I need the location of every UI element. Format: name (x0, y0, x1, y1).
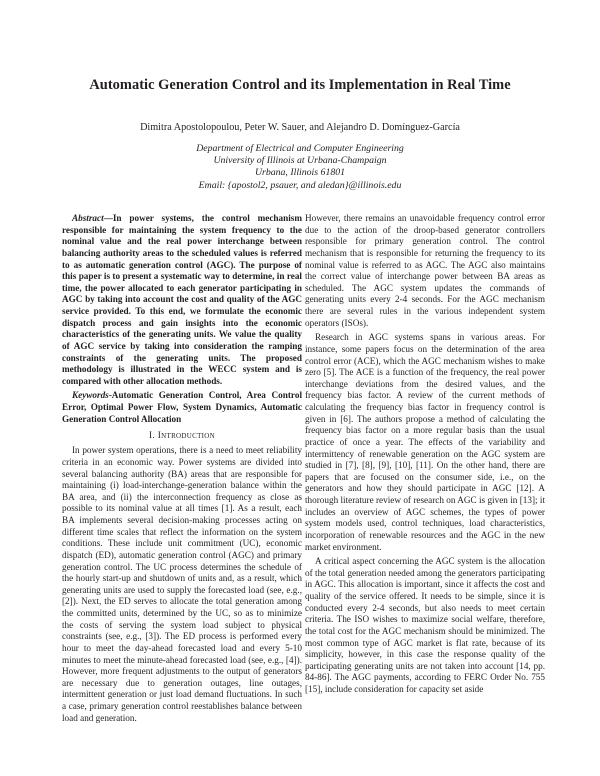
section-title: Introduction (157, 431, 215, 442)
right-column (305, 213, 545, 699)
abstract (62, 213, 302, 387)
abstract-text: —In power systems, the control mechanism responsible for maintaining the system frequency to the nominal value and the real power interchange between balancing authority areas to the scheduled values is referred to as automatic generation control (AGC). The purpose of this paper is to present a systematic way to determine, in real time, the power allocated to each generator participating in AGC by taking into account the cost and quality of the AGC service provided. To this end, we formulate the economic dispatch process and gain insights into the economic characteristics of the generating units. We value the quality of AGC service by taking into consideration the ramping constraints of the generating units. The proposed methodology is illustrated in the WECC system and is compared with other allocation methods. (62, 213, 302, 386)
affiliation-block (0, 143, 600, 192)
keywords-text: -Automatic Generation Control, Area Control Error, Optimal Power Flow, System Dynamics, Automatic Generation Control Allocation (62, 390, 302, 424)
email: Email: {apostol2, psauer, and aledan}@illinois.edu (198, 179, 402, 191)
city: Urbana, Illinois 61801 (254, 167, 346, 179)
department: Department of Electrical and Computer Engineering (196, 143, 404, 154)
body-paragraph: However, there remains an unavoidable frequency control error due to the action of the droop-based generator controllers responsible for primary generation control. The control mechanism that is responsible for returning the frequency to its nominal value is referred to as AGC. The AGC also maintains the correct value of interchange power between BA areas as scheduled. The AGC system updates the commands of generating units every 2-4 seconds. For the AGC mechanism there are several rules in the various independent system operators (ISOs). (305, 213, 545, 328)
body-paragraph: Research in AGC systems spans in various areas. For instance, some papers focus on the determination of the area control error (ACE), which the AGC mechanism wishes to make zero [5]. The ACE is a function of the frequency, the real power interchange deviations from the desired values, and the frequency bias factor. A review of the current methods of calculating the frequency bias factor in frequency control is given in [6]. The authors propose a method of calculating the frequency bias factor on a more regular basis than the usual practice of once a year. The effects of the variability and intermittency of renewable generation on the AGC system are studied in [7], [8], [9], [10], [11]. On the other hand, there are papers that are focused on the consumer side, i.e., on the generators and how they should participate in AGC [12]. A thorough literature review of research on AGC is given in [13]; it includes an overview of AGC schemes, the types of power system models used, control techniques, load characteristics, incorporation of renewable resources and the AGC in the new market environment. (305, 332, 545, 552)
left-column (62, 213, 302, 727)
section-heading (62, 431, 302, 441)
section-number: I. (148, 431, 156, 442)
intro-paragraph: In power system operations, there is a need to meet reliability criteria in an economic way. Power systems are divided into several balancing authority (BA) areas that are responsible for maintaining (i) load-interchange-generation balance within the BA area, and (ii) the interconnection frequency as close as possible to its nominal value at all times [1]. As a result, each BA implements several decision-making processes acting on different time scales that reflect the information on the system conditions. These include unit commitment (UC), economic dispatch (ED), automatic generation control (AGC) and primary generation control. The UC process determines the schedule of the hourly start-up and shutdown of units and, as a result, which generating units are used to supply the forecasted load (see, e.g., [2]). Next, the ED serves to allocate the total generation among the committed units, determined by the UC, so as to minimize the costs of serving the system load subject to physical constraints (see, e.g., [3]). The ED process is performed every hour to meet the day-ahead forecasted load and every 5-10 minutes to meet the minute-ahead forecasted load (see, e.g., [4]). However, more frequent adjustments to the output of generators are necessary due to generation outages, line outages, intermittent generation or just load demand fluctuations. In such a case, primary generation control reestablishes balance between load and generation. (62, 445, 302, 723)
keywords-label: Keywords (72, 390, 109, 401)
university: University of Illinois at Urbana-Champaign (213, 155, 387, 167)
author-list: Dimitra Apostolopoulou, Peter W. Sauer, and Alejandro D. Domínguez-García (140, 122, 460, 133)
keywords (62, 390, 302, 425)
body-paragraph: A critical aspect concerning the AGC system is the allocation of the total generation needed among the generators participating in AGC. This allocation is important, since it affects the cost and quality of the service offered. It needs to be simple, since it is conducted every 2-4 seconds, but also needs to meet certain criteria. The ISO wishes to maximize social welfare, therefore, the total cost for the AGC mechanism should be minimized. The most common type of AGC market is flat rate, because of its simplicity, however, in this case the response quality of the participating generating units are not taken into account [14, pp. 84-86]. The AGC payments, according to FERC Order No. 755 [15], include consideration for capacity set aside (305, 556, 545, 694)
paper-title: Automatic Generation Control and its Implementation in Real Time (89, 77, 511, 93)
abstract-label: Abstract (72, 213, 104, 223)
